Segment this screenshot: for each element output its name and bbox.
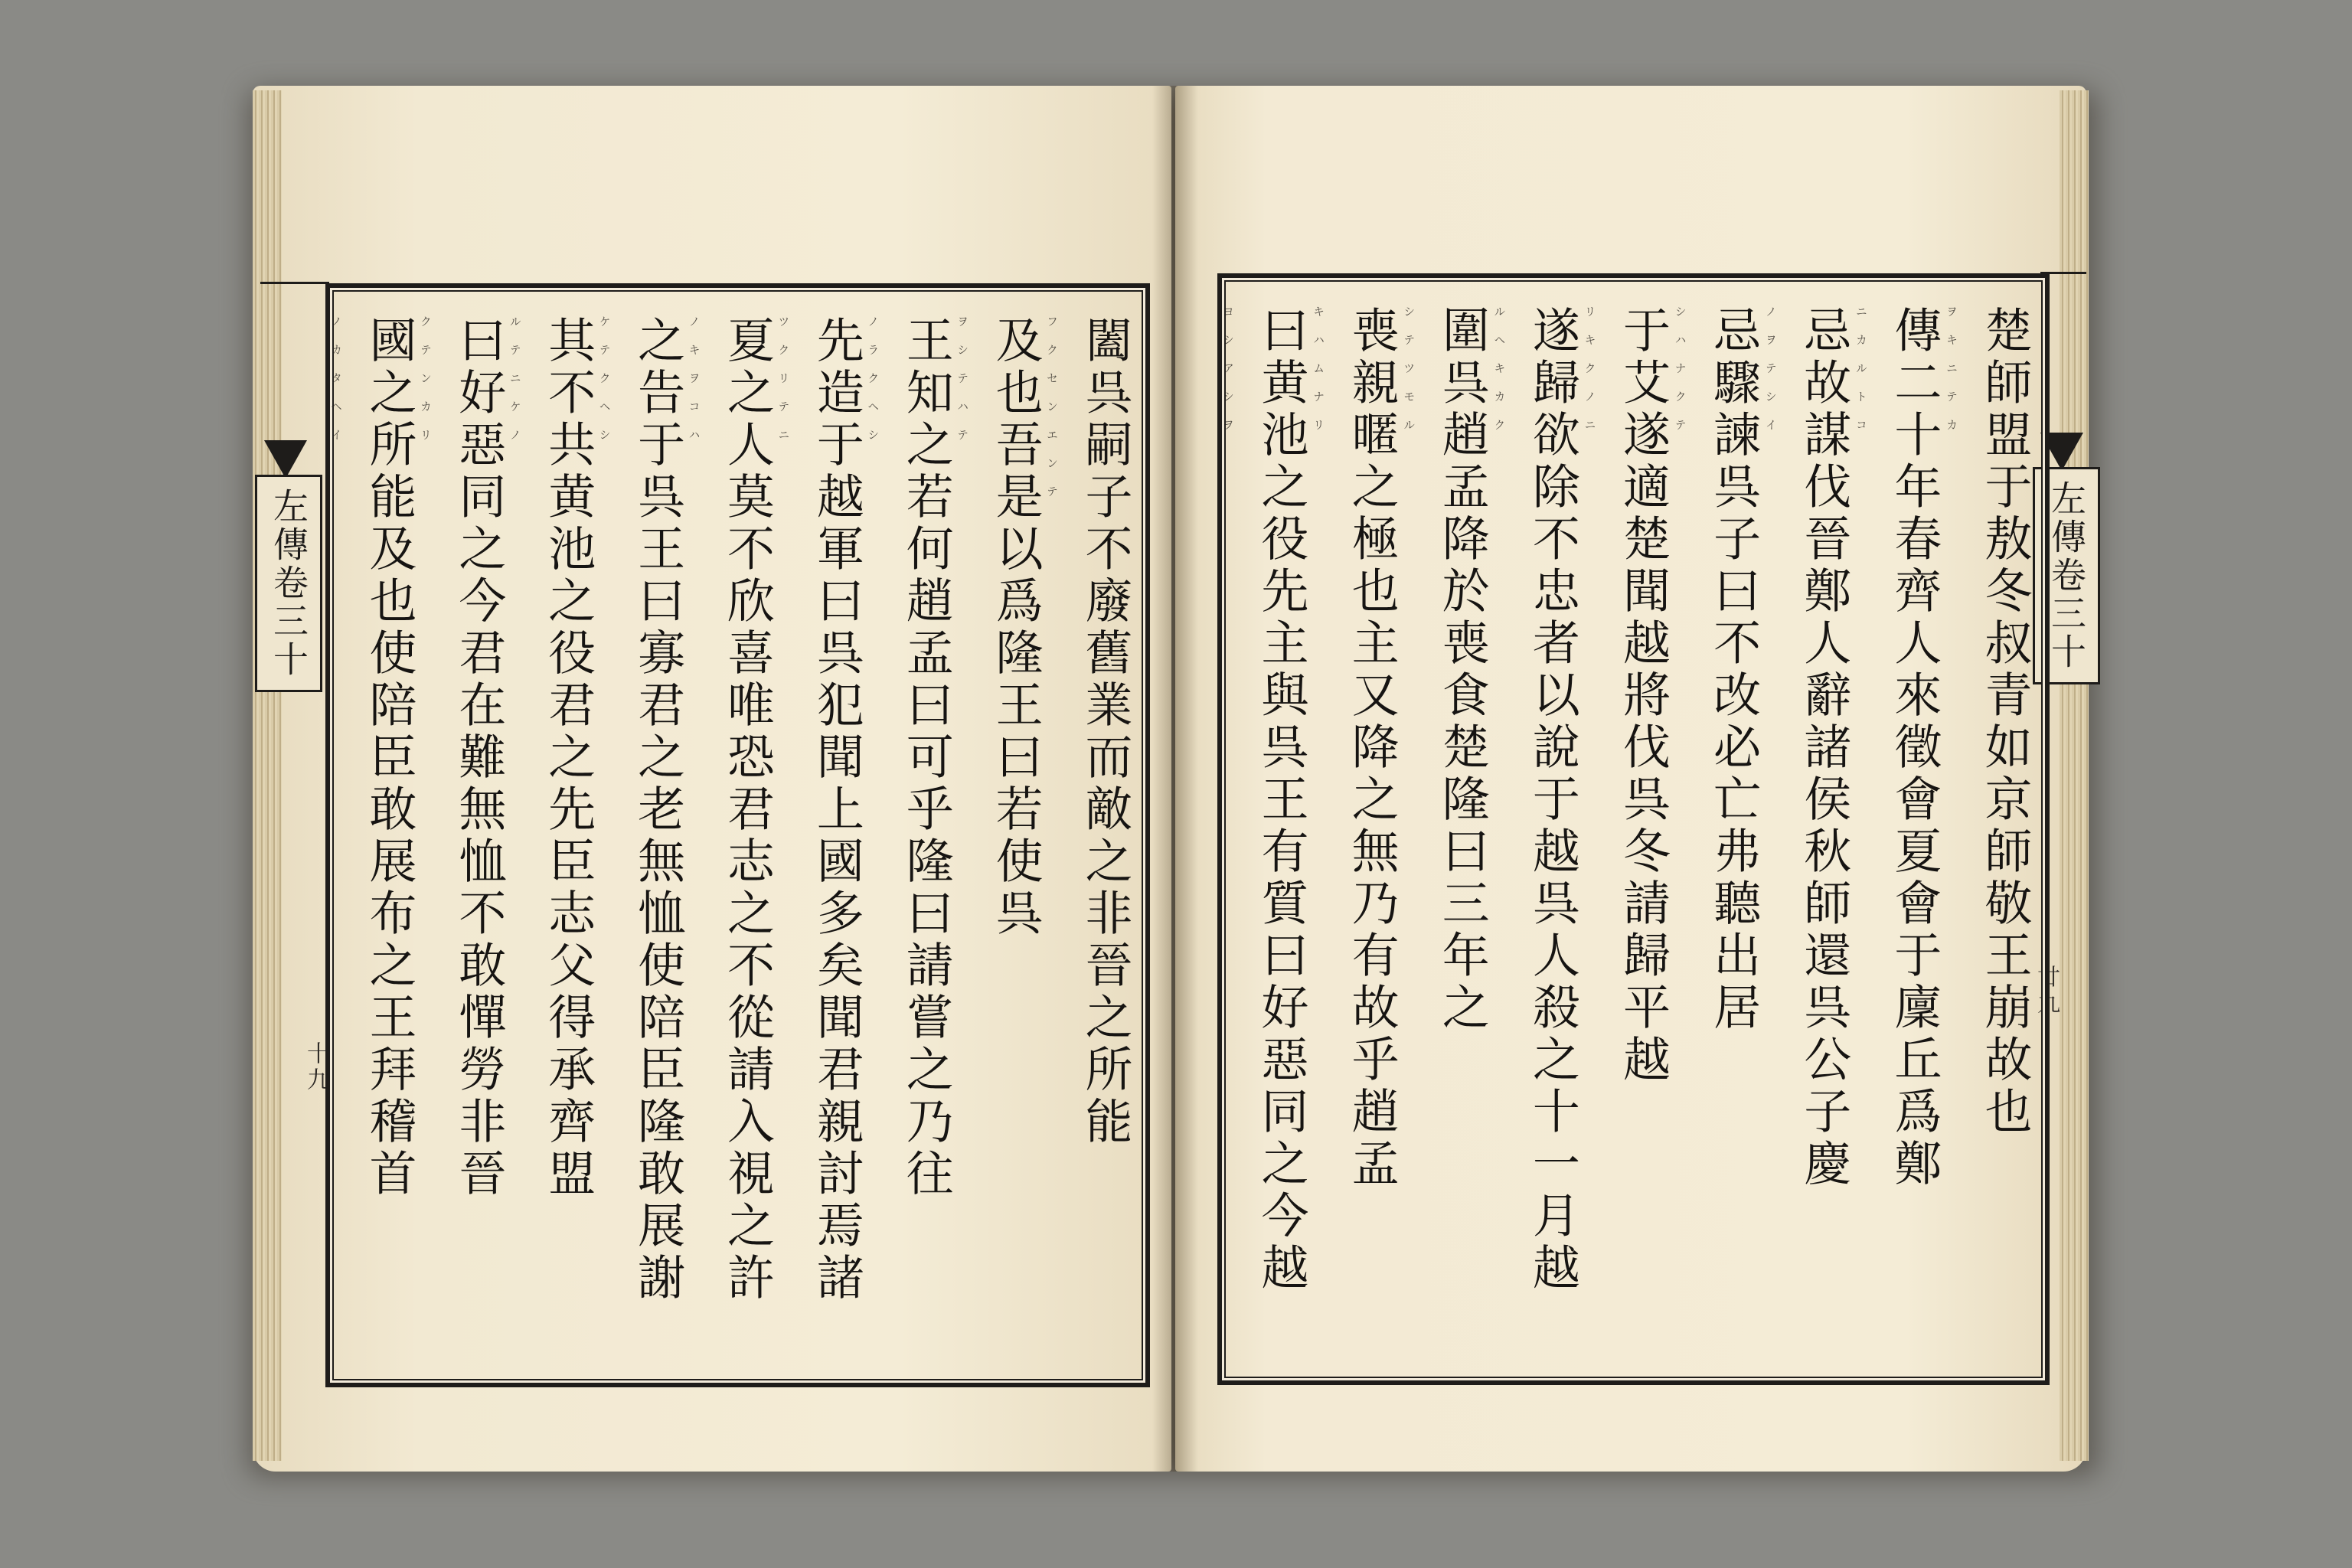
- margin-title-right: 左傳卷三十: [2033, 467, 2100, 684]
- gloss-ruby: リキクノニ: [1583, 305, 1597, 447]
- gloss-ruby: シテツモル: [1402, 305, 1416, 447]
- right-text-frame: [1217, 273, 2050, 1385]
- right-column-3: [1763, 278, 1852, 1380]
- gloss-ruby: ケテクヘシ: [597, 315, 612, 457]
- gloss-ruby: ヲシテハテ: [956, 315, 970, 457]
- top-rule-left: [260, 282, 329, 284]
- right-column-2: [1854, 278, 1942, 1380]
- left-column-3-text: 王知之若何趙孟曰可乎隆曰請嘗之乃往: [898, 315, 955, 1200]
- left-column-2-text: 及也吾是以爲隆王曰若使呉: [988, 315, 1044, 940]
- right-column-7-text: 圍呉趙孟降於喪食楚隆曰三年之: [1434, 305, 1491, 1034]
- gloss-ruby: シハナクテ: [1673, 305, 1687, 447]
- left-column-5: [687, 288, 776, 1383]
- left-column-6-text: 之告于呉王曰寡君之老無恤使陪臣隆敢展謝: [629, 315, 686, 1305]
- left-column-7: [508, 288, 596, 1383]
- right-column-2-text: 傳二十年春齊人來徵會夏會于廩丘爲鄭: [1886, 305, 1942, 1191]
- gloss-ruby: ツクリテニ: [776, 315, 791, 457]
- right-column-8-text: 喪親暱之極也主又降之無乃有故乎趙孟: [1344, 305, 1400, 1191]
- right-column-5-text: 于艾遂適楚聞越將伐呉冬請歸平越: [1615, 305, 1671, 1086]
- gloss-ruby: ルヘキカク: [1492, 305, 1507, 447]
- left-column-1-text: 闔呉嗣子不廢舊業而敵之非晉之所能: [1077, 315, 1133, 1148]
- right-columns: [1222, 278, 2045, 1380]
- right-column-6: [1492, 278, 1581, 1380]
- gloss-ruby: ノラクヘシ: [866, 315, 880, 457]
- folio-left: 十九: [302, 1041, 329, 1093]
- left-fore-edge: [253, 90, 282, 1461]
- right-column-1-text: 楚師盟于敖冬叔青如京師敬王崩故也: [1977, 305, 2033, 1138]
- gloss-ruby: フクセンエンテ: [1045, 315, 1059, 514]
- right-column-8: [1312, 278, 1400, 1380]
- left-column-3: [866, 288, 955, 1383]
- left-column-2: [956, 288, 1044, 1383]
- left-column-9-text: 國之所能及也使陪臣敢展布之王拜稽首: [361, 315, 417, 1200]
- gloss-ruby: ノキヲコハ: [687, 315, 701, 457]
- right-column-1: [1945, 278, 2033, 1380]
- gloss-ruby: ヨシアシヲ: [1221, 305, 1235, 447]
- left-column-4: [776, 288, 865, 1383]
- left-columns: [330, 288, 1145, 1383]
- gloss-ruby: ノヲテシイ: [1763, 305, 1778, 447]
- right-column-3-text: 忌故謀伐晉鄭人辭諸侯秋師還呉公子慶: [1795, 305, 1852, 1191]
- right-fore-edge: [2060, 90, 2089, 1461]
- gloss-ruby: キハムナリ: [1312, 305, 1326, 447]
- left-column-6: [597, 288, 686, 1383]
- gloss-ruby: ヲキニテカ: [1945, 305, 1958, 447]
- right-column-9: [1221, 278, 1309, 1380]
- gloss-ruby: クテンカリ: [418, 315, 433, 457]
- left-column-4-text: 先造于越軍曰呉犯聞上國多矣聞君親討焉諸: [808, 315, 865, 1305]
- margin-title-left: 左傳卷三十: [255, 475, 322, 692]
- right-column-5: [1583, 278, 1671, 1380]
- book-gutter: [1152, 86, 1198, 1472]
- right-column-7: [1402, 278, 1491, 1380]
- folio-right: 廿九: [2033, 965, 2060, 1017]
- left-column-8: [418, 288, 507, 1383]
- gloss-ruby: ノカタヘイ: [329, 315, 343, 457]
- right-column-6-text: 遂歸欲除不忠者以說于越呉人殺之十一月越: [1524, 305, 1581, 1295]
- right-column-9-text: 曰黄池之役先主與呉王有質曰好惡同之今越: [1253, 305, 1309, 1295]
- gloss-ruby: ルテニケノ: [508, 315, 522, 457]
- right-column-4-text: 忌驟諫呉子曰不改必亡弗聽出居: [1705, 305, 1762, 1034]
- left-column-1: [1045, 288, 1133, 1383]
- left-column-7-text: 其不共黄池之役君之先臣志父得承齊盟: [540, 315, 596, 1200]
- fishtail-mark-left: [264, 440, 307, 479]
- left-text-frame: [325, 283, 1150, 1387]
- left-column-8-text: 曰好惡同之今君在難無恤不敢憚勞非晉: [450, 315, 507, 1200]
- left-column-5-text: 夏之人莫不欣喜唯恐君志之不從請入視之許: [719, 315, 776, 1305]
- gloss-ruby: ニカルトコ: [1854, 305, 1868, 447]
- right-column-4: [1673, 278, 1762, 1380]
- left-column-9: [329, 288, 417, 1383]
